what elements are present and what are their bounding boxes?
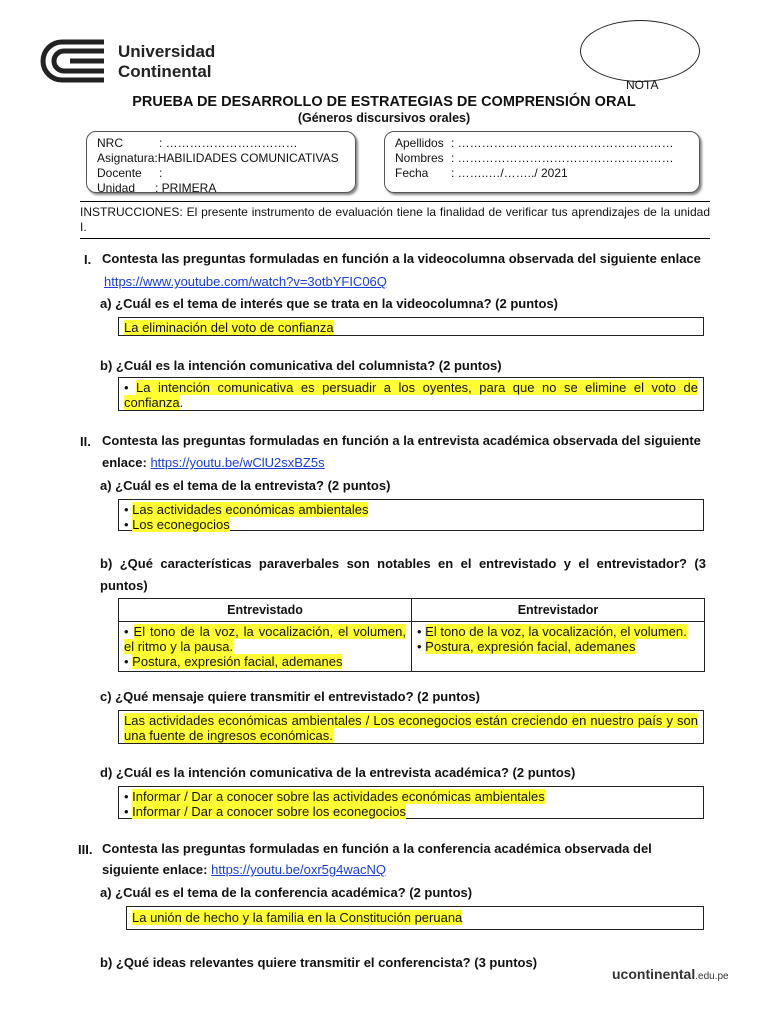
answer-3a: La unión de hecho y la familia en la Constitución peruana xyxy=(126,906,704,930)
question-3b: b) ¿Qué ideas relevantes quiere transmitir el conferencista? (3 puntos) xyxy=(100,955,538,970)
section-3-link[interactable]: https://youtu.be/oxr5g4wacNQ xyxy=(211,862,386,877)
section-2-link-line: enlace: https://youtu.be/wClU2sxBZ5s xyxy=(102,455,325,470)
section-2-link[interactable]: https://youtu.be/wClU2sxBZ5s xyxy=(150,455,325,470)
table-cell-entrevistado: • El tono de la voz, la vocalización, el volumen, el ritmo y la pausa. • Postura, expresión facial, ademanes xyxy=(119,622,412,672)
answer-2c: Las actividades económicas ambientales / Los econegocios están creciendo en nuestro país y son una fuente de ingresos económicas. xyxy=(118,710,704,744)
table-header-entrevistado: Entrevistado xyxy=(119,599,412,622)
section-1-link[interactable]: https://www.youtube.com/watch?v=3otbYFIC06Q xyxy=(104,274,387,289)
university-logo-icon xyxy=(40,38,108,84)
page-subtitle: (Géneros discursivos orales) xyxy=(297,111,471,125)
table-header-entrevistador: Entrevistador xyxy=(412,599,705,622)
section-2-number: II. xyxy=(80,434,91,449)
question-2b: b) ¿Qué características paraverbales son notables en el entrevistado y el entrevistador? (3 puntos) xyxy=(100,556,706,593)
answer-2a: • Las actividades económicas ambientales • Los econegocios xyxy=(118,499,704,531)
answer-1b: • La intención comunicativa es persuadir a los oyentes, para que no se elimine el voto de confianza. xyxy=(118,377,704,411)
page-title: PRUEBA DE DESARROLLO DE ESTRATEGIAS DE COMPRENSIÓN ORAL xyxy=(132,94,636,110)
answer-2d: • Informar / Dar a conocer sobre las actividades económicas ambientales • Informar / Dar a conocer sobre los econegocios xyxy=(118,786,704,819)
student-info-box: Apellidos : ……………………………………………… Nombres : ……………………………………………… Fecha : ……..…/……../ 2021 xyxy=(384,131,700,193)
grade-oval xyxy=(580,20,700,82)
footer-brand: ucontinental.edu.pe xyxy=(612,966,729,982)
question-2c: c) ¿Qué mensaje quiere transmitir el entrevistado? (2 puntos) xyxy=(100,689,480,704)
paraverbal-table xyxy=(118,598,705,672)
course-info-box: NRC : …………………………… Asignatura: HABILIDADES COMUNICATIVAS Docente : Unidad : PRIMERA xyxy=(86,131,356,193)
instructions: INSTRUCCIONES: El presente instrumento de evaluación tiene la finalidad de verificar tus aprendizajes de la unidad I. xyxy=(80,201,710,239)
section-3-link-line: siguiente enlace: https://youtu.be/oxr5g4wacNQ xyxy=(102,862,386,877)
answer-1a: La eliminación del voto de confianza xyxy=(118,317,704,336)
section-1-number: I. xyxy=(84,252,92,267)
grade-label: NOTA xyxy=(626,78,659,92)
question-3a: a) ¿Cuál es el tema de la conferencia académica? (2 puntos) xyxy=(100,885,473,900)
section-2-heading: Contesta las preguntas formuladas en función a la entrevista académica observada del siguiente xyxy=(102,433,701,448)
question-1b: b) ¿Cuál es la intención comunicativa del columnista? (2 puntos) xyxy=(100,358,502,373)
question-1a: a) ¿Cuál es el tema de interés que se trata en la videocolumna? (2 puntos) xyxy=(100,296,559,311)
question-2d: d) ¿Cuál es la intención comunicativa de la entrevista académica? (2 puntos) xyxy=(100,765,576,780)
section-1-heading: Contesta las preguntas formuladas en función a la videocolumna observada del siguiente enlace xyxy=(102,251,701,266)
section-3-number: III. xyxy=(78,842,93,857)
table-cell-entrevistador: • El tono de la voz, la vocalización, el volumen. • Postura, expresión facial, ademanes xyxy=(412,622,705,672)
section-3-heading: Contesta las preguntas formuladas en función a la conferencia académica observada del xyxy=(102,841,652,856)
university-name: Universidad Continental xyxy=(118,42,216,81)
question-2a: a) ¿Cuál es el tema de la entrevista? (2 puntos) xyxy=(100,478,391,493)
